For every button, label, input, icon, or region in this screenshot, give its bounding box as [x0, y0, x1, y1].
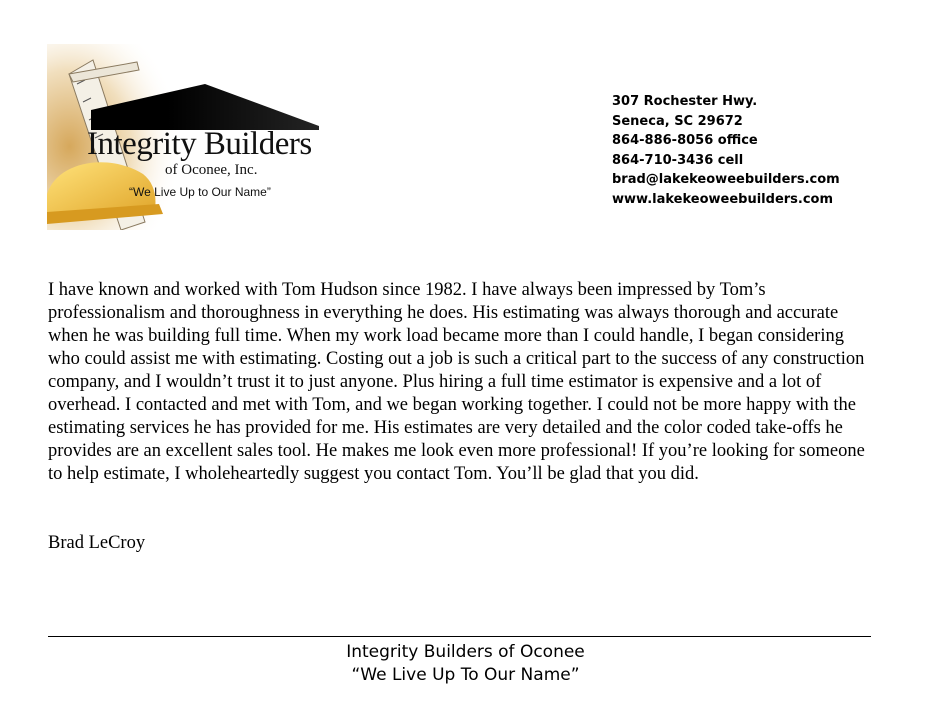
letter-body: I have known and worked with Tom Hudson since 1982. I have always been impressed by Tom’s professionalism and thoroughness in everything he does. His estimating was always thorough and accurate when he was building full time. When my work load became more than I could handle, I began considering who could assist me with estimating. Costing out a job is such a critical part to the success of any construction company, and I wouldn’t trust it to just anyone. Plus hiring a full time estimator is expensive and a lot of overhead. I contacted and met with Tom, and we began working together. I could not be more happy with the estimating services he has provided for me. His estimates are very detailed and the color coded take-offs he provides are an excellent sales tool. He makes me look even more professional! If you’re looking for someone to help estimate, I wholeheartedly suggest you contact Tom. You’ll be glad that you did.: [48, 280, 865, 484]
logo-tagline: “We Live Up to Our Name”: [129, 185, 271, 199]
contact-website[interactable]: www.lakekeoweebuilders.com: [612, 191, 834, 207]
logo-company-name: Integrity Builders: [87, 126, 312, 162]
footer: [0, 641, 931, 687]
contact-block: [612, 92, 840, 210]
company-logo: [47, 44, 329, 230]
contact-cell-phone: 864-710-3436 cell: [612, 152, 744, 168]
footer-tagline: “We Live Up To Our Name”: [351, 665, 580, 685]
footer-divider: [48, 636, 871, 637]
contact-email[interactable]: brad@lakekeoweebuilders.com: [612, 172, 840, 188]
logo-company-subname: of Oconee, Inc.: [165, 162, 258, 178]
footer-company: Integrity Builders of Oconee: [346, 642, 585, 662]
contact-address: 307 Rochester Hwy.: [612, 94, 758, 109]
contact-office-phone: 864-886-8056 office: [612, 133, 758, 149]
contact-city: Seneca, SC 29672: [612, 113, 743, 129]
letter-signature: Brad LeCroy: [48, 533, 146, 553]
